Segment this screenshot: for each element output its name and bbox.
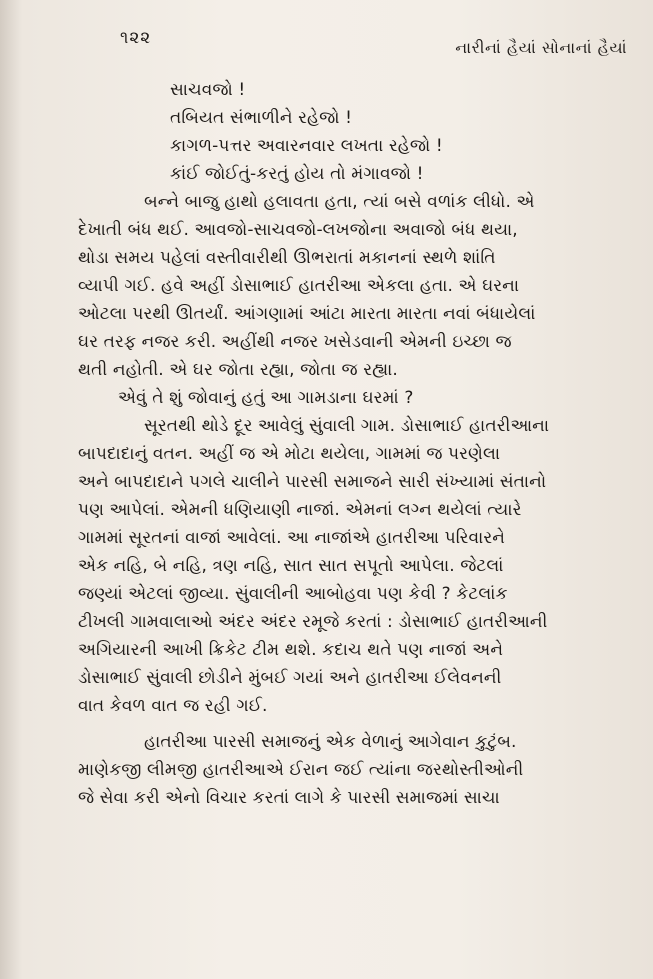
text-line: અને બાપદાદાને પગલે ચાલીને પારસી સમાજને સારી સંખ્યામાં સંતાનો: [78, 472, 547, 492]
text-line: ગામમાં સૂરતનાં વાજાં આવેલાં. આ નાજાંએ હાતરીઆ પરિવારને: [78, 528, 506, 548]
text-line: માણેકજી લીમજી હાતરીઆએ ઈરાન જઈ ત્યાંના જરથોસ્તીઓની: [78, 760, 524, 780]
page-body: [78, 76, 624, 812]
text-line: ઓટલા પરથી ઊતર્યાં. આંગણામાં આંટા મારતા મારતા નવાં બંધાયેલાં: [78, 304, 536, 324]
text-line: બાપદાદાનું વતન. અહીં જ એ મોટા થયેલા, ગામમાં જ પરણેલા: [78, 444, 501, 464]
text-line: હાતરીઆ પારસી સમાજનું એક વેળાનું આગેવાન કુટુંબ.: [144, 732, 517, 752]
text-line: એક નહિ, બે નહિ, ત્રણ નહિ, સાત સાત સપૂતો આપેલા. જેટલાં: [78, 556, 504, 576]
text-line: સૂરતથી થોડે દૂર આવેલું સુંવાલી ગામ. ડોસાભાઈ હાતરીઆના: [144, 416, 550, 436]
running-title: નારીનાં હૈયાં સોનાનાં હૈયાં: [455, 38, 627, 57]
page-header: [120, 28, 627, 58]
text-line: કાંઈ જોઈતું-કરતું હોય તો મંગાવજો !: [170, 164, 424, 184]
page-number: ૧૨૨: [120, 28, 152, 48]
text-line: ઘર તરફ નજર કરી. અહીંથી નજર ખસેડવાની એમની ઇચ્છા જ: [78, 332, 512, 352]
text-line: વ્યાપી ગઈ. હવે અહીં ડોસાભાઈ હાતરીઆ એકલા હતા. એ ઘરના: [78, 276, 520, 296]
text-line: સાચવજો !: [170, 80, 246, 100]
text-line: વાત કેવળ વાત જ રહી ગઈ.: [78, 696, 268, 716]
text-line: કાગળ-પત્તર અવારનવાર લખતા રહેજો !: [170, 136, 443, 156]
text-line: થોડા સમય પહેલાં વસ્તીવારીથી ઊભરાતાં મકાનનાં સ્થળે શાંતિ: [78, 248, 496, 268]
text-line: પણ આપેલાં. એમની ધણિયાણી નાજાં. એમનાં લગ્ન થયેલાં ત્યારે: [78, 500, 522, 520]
text-line: ડોસાભાઈ સુંવાલી છોડીને મુંબઈ ગયાં અને હાતરીઆ ઈલેવનની: [78, 668, 502, 688]
text-line: દેખાતી બંધ થઈ. આવજો-સાચવજો-લખજોના અવાજો બંધ થયા,: [78, 220, 518, 240]
text-line: જણ્યાં એટલાં જીવ્યા. સુંવાલીની આબોહવા પણ કેવી ? કેટલાંક: [78, 584, 508, 604]
text-line: જે સેવા કરી એનો વિચાર કરતાં લાગે કે પારસી સમાજમાં સાચા: [78, 788, 500, 808]
binding-shadow: [0, 0, 22, 979]
text-line: અગિયારની આખી ક્રિકેટ ટીમ થશે. કદાચ થતે પણ નાજાં અને: [78, 640, 504, 660]
paragraph-gap: [78, 720, 624, 728]
text-line: બન્ને બાજુ હાથો હલાવતા હતા, ત્યાં બસે વળાંક લીધો. એ: [144, 192, 535, 212]
text-line: એવું તે શું જોવાનું હતું આ ગામડાના ઘરમાં ?: [118, 388, 414, 408]
text-line: થતી નહોતી. એ ઘર જોતા રહ્યા, જોતા જ રહ્યા.: [78, 360, 398, 380]
text-line: તબિયત સંભાળીને રહેજો !: [170, 108, 353, 128]
text-line: ટીખલી ગામવાલાઓ અંદર અંદર રમૂજે કરતાં : ડોસાભાઈ હાતરીઆની: [78, 612, 548, 632]
